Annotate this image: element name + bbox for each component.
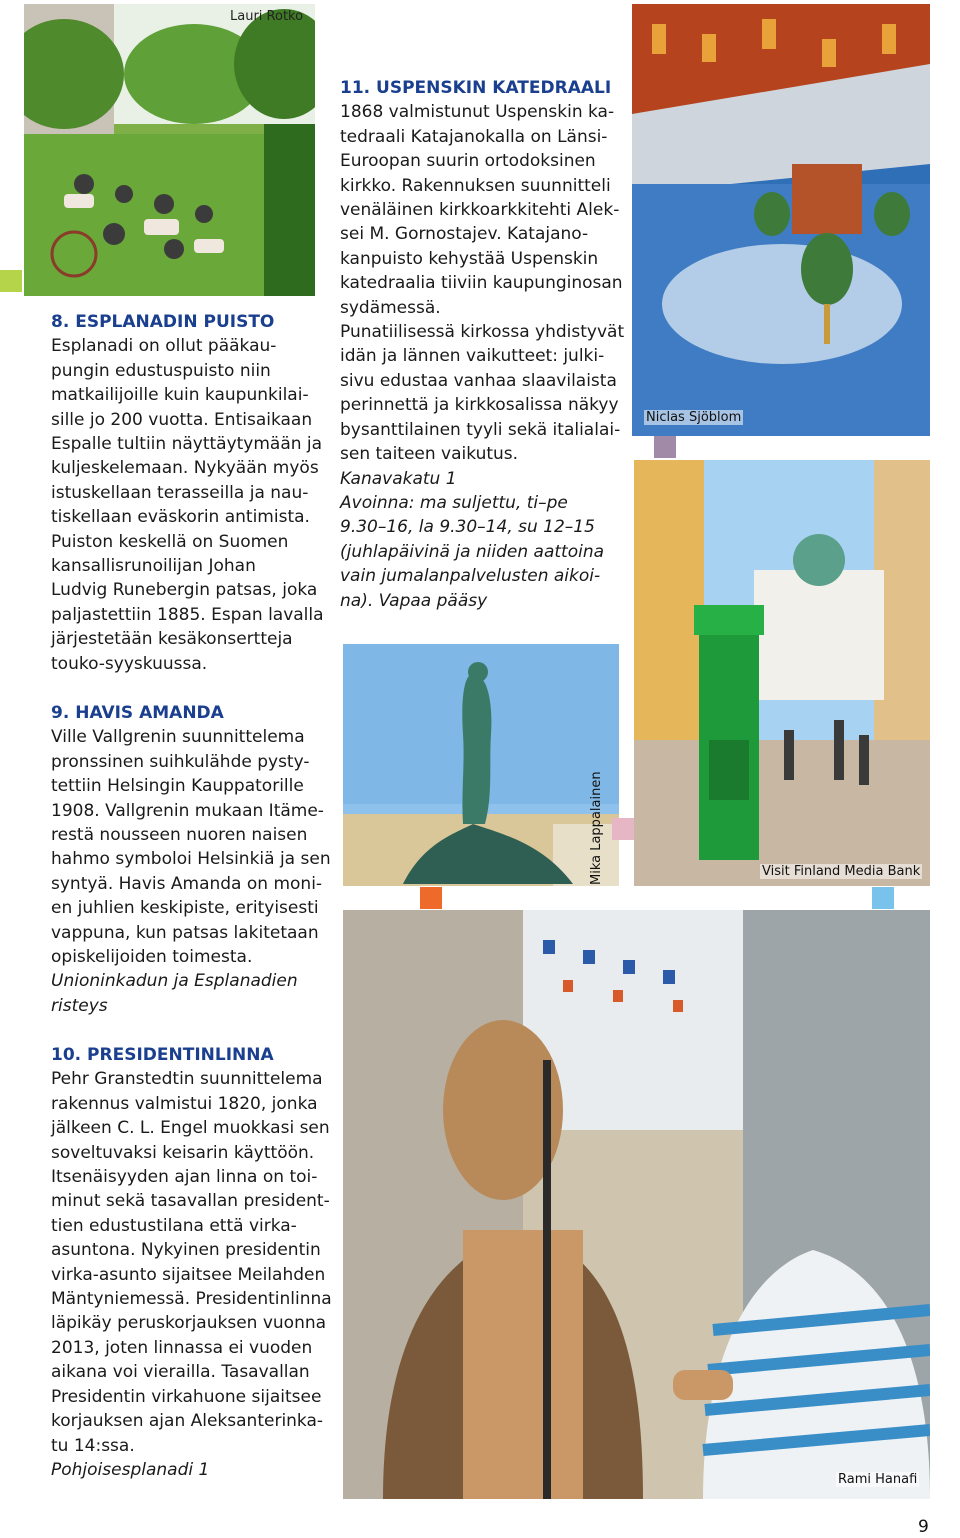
text-line: syntyä. Havis Amanda on moni- <box>51 873 323 894</box>
decorative-square-blue <box>872 887 894 909</box>
photo-uspenski-reflection <box>632 4 930 436</box>
photo-credit-rami-hanafi: Rami Hanafi <box>838 1472 918 1487</box>
text-line: en juhlien keskipiste, erityisesti <box>51 898 319 919</box>
text-line: perinnettä ja kirkkosalissa näkyy <box>340 395 619 416</box>
address-line: risteys <box>51 995 108 1016</box>
text-line: paljastettiin 1885. Espan lavalla <box>51 604 324 625</box>
section-heading <box>51 310 331 334</box>
section-number: 10. <box>51 1045 82 1065</box>
photo-havis-amanda <box>343 644 619 886</box>
section-presidentinlinna <box>51 1043 336 1482</box>
text-line: opiskelijoiden toimesta. <box>51 947 253 968</box>
hours-line: Avoinna: ma suljettu, ti–pe <box>340 492 568 513</box>
text-line: 1868 valmistunut Uspenskin ka- <box>340 102 615 123</box>
text-line: Mäntyniemessä. Presidentinlinna <box>51 1289 332 1310</box>
text-line: 2013, joten linnassa ei vuoden <box>51 1337 313 1358</box>
text-line: sen taiteen vaikutus. <box>340 444 519 465</box>
section-number: 9. <box>51 703 70 723</box>
text-line: sille jo 200 vuotta. Entisaikaan <box>51 409 313 430</box>
address-line: Kanavakatu 1 <box>340 468 457 489</box>
text-line: pungin edustuspuisto niin <box>51 360 271 381</box>
section-title: PRESIDENTINLINNA <box>87 1045 274 1065</box>
text-line: virka-asunto sijaitsee Meilahden <box>51 1264 326 1285</box>
text-line: bysanttilainen tyyli sekä italialai- <box>340 419 621 440</box>
section-number: 11. <box>340 78 371 98</box>
text-line: sei M. Gornostajev. Katajano- <box>340 224 589 245</box>
text-line: sydämessä. <box>340 297 441 318</box>
text-line: Pehr Granstedtin suunnittelema <box>51 1069 323 1090</box>
section-title: HAVIS AMANDA <box>75 703 224 723</box>
text-line: kansallisrunoilijan Johan <box>51 556 256 577</box>
text-line: jälkeen C. L. Engel muokkasi sen <box>51 1118 330 1139</box>
decorative-square-orange <box>420 887 442 909</box>
text-line: Espalle tultiin näyttäytymään ja <box>51 434 323 455</box>
section-havis-amanda <box>51 701 331 1018</box>
address-line: Pohjoisesplanadi 1 <box>51 1459 210 1480</box>
text-line: minut sekä tasavallan president- <box>51 1191 330 1212</box>
text-line: kirkko. Rakennuksen suunnitteli <box>340 175 611 196</box>
photo-senate-square <box>634 460 930 886</box>
text-line: Presidentin virkahuone sijaitsee <box>51 1386 322 1407</box>
text-line: tiskellaan eväskorin antimista. <box>51 507 310 528</box>
section-uspenski <box>340 76 630 613</box>
text-line: matkailijoille kuin kaupunkilai- <box>51 385 309 406</box>
text-line: asuntona. Nykyinen presidentin <box>51 1240 321 1261</box>
text-line: kanpuisto kehystää Uspenskin <box>340 248 599 269</box>
text-line: tettiin Helsingin Kauppatorille <box>51 776 304 797</box>
section-heading <box>51 701 331 725</box>
text-line: läpikäy peruskorjauksen vuonna <box>51 1313 327 1334</box>
photo-credit-mika-lappalainen: Mika Lappalainen <box>589 771 604 885</box>
hours-line: (juhlapäivinä ja niiden aattoina <box>340 541 605 562</box>
hours-line: vain jumalanpalvelusten aikoi- <box>340 566 601 587</box>
text-line: idän ja lännen vaikutteet: julki- <box>340 346 605 367</box>
text-line: pronssinen suihkulähde pysty- <box>51 751 310 772</box>
text-line: hahmo symboloi Helsinkiä ja sen <box>51 849 331 870</box>
text-line: tu 14:ssa. <box>51 1435 135 1456</box>
section-heading <box>51 1043 336 1067</box>
text-line: korjauksen ajan Aleksanterinka- <box>51 1411 324 1432</box>
photo-esplanadi-park <box>24 4 315 296</box>
text-line: rakennus valmistui 1820, jonka <box>51 1093 318 1114</box>
section-number: 8. <box>51 312 70 332</box>
text-line: Punatiilisessä kirkossa yhdistyvät <box>340 322 625 343</box>
photo-credit-visit-finland: Visit Finland Media Bank <box>762 864 921 879</box>
page-number: 9 <box>918 1517 929 1537</box>
text-line: katedraalia tiiviin kaupunginosan <box>340 273 623 294</box>
text-line: touko-syyskuussa. <box>51 653 208 674</box>
hours-line: na). Vapaa pääsy <box>340 590 488 611</box>
photo-credit-lauri-rotko: Lauri Rotko <box>230 9 304 24</box>
text-line: tien edustustilana että virka- <box>51 1215 297 1236</box>
photo-credit-niclas-sjoblom: Niclas Sjöblom <box>646 410 742 425</box>
text-line: järjestetään kesäkonsertteja <box>51 629 293 650</box>
text-line: vappuna, kun patsas lakitetaan <box>51 922 319 943</box>
hours-line: 9.30–16, la 9.30–14, su 12–15 <box>340 517 595 538</box>
text-line: aikana voi vierailla. Tasavallan <box>51 1362 310 1383</box>
text-line: kuljeskelemaan. Nykyään myös <box>51 458 319 479</box>
text-line: 1908. Vallgrenin mukaan Itäme- <box>51 800 324 821</box>
text-line: restä nousseen nuoren naisen <box>51 825 308 846</box>
text-line: soveltuvaksi keisarin käyttöön. <box>51 1142 315 1163</box>
text-line: istuskellaan terasseilla ja nau- <box>51 482 309 503</box>
text-line: Puiston keskellä on Suomen <box>51 531 289 552</box>
text-line: Ludvig Runebergin patsas, joka <box>51 580 318 601</box>
section-title: USPENSKIN KATEDRAALI <box>376 78 612 98</box>
decorative-square-pink <box>612 818 634 840</box>
text-line: Euroopan suurin ortodoksinen <box>340 151 596 172</box>
text-line: venäläinen kirkkoarkkitehti Alek- <box>340 200 620 221</box>
photo-couple-street <box>343 910 930 1499</box>
decorative-square-purple <box>654 436 676 458</box>
section-esplanadi <box>51 310 331 676</box>
section-heading <box>340 76 630 100</box>
text-line: sivu edustaa vanhaa slaavilaista <box>340 370 617 391</box>
text-line: Esplanadi on ollut pääkau- <box>51 336 277 357</box>
decorative-square-green <box>0 270 22 292</box>
text-line: Ville Vallgrenin suunnittelema <box>51 727 305 748</box>
section-title: ESPLANADIN PUISTO <box>75 312 275 332</box>
text-line: Itsenäisyyden ajan linna on toi- <box>51 1167 318 1188</box>
text-line: tedraali Katajanokalla on Länsi- <box>340 126 608 147</box>
address-line: Unioninkadun ja Esplanadien <box>51 971 298 992</box>
